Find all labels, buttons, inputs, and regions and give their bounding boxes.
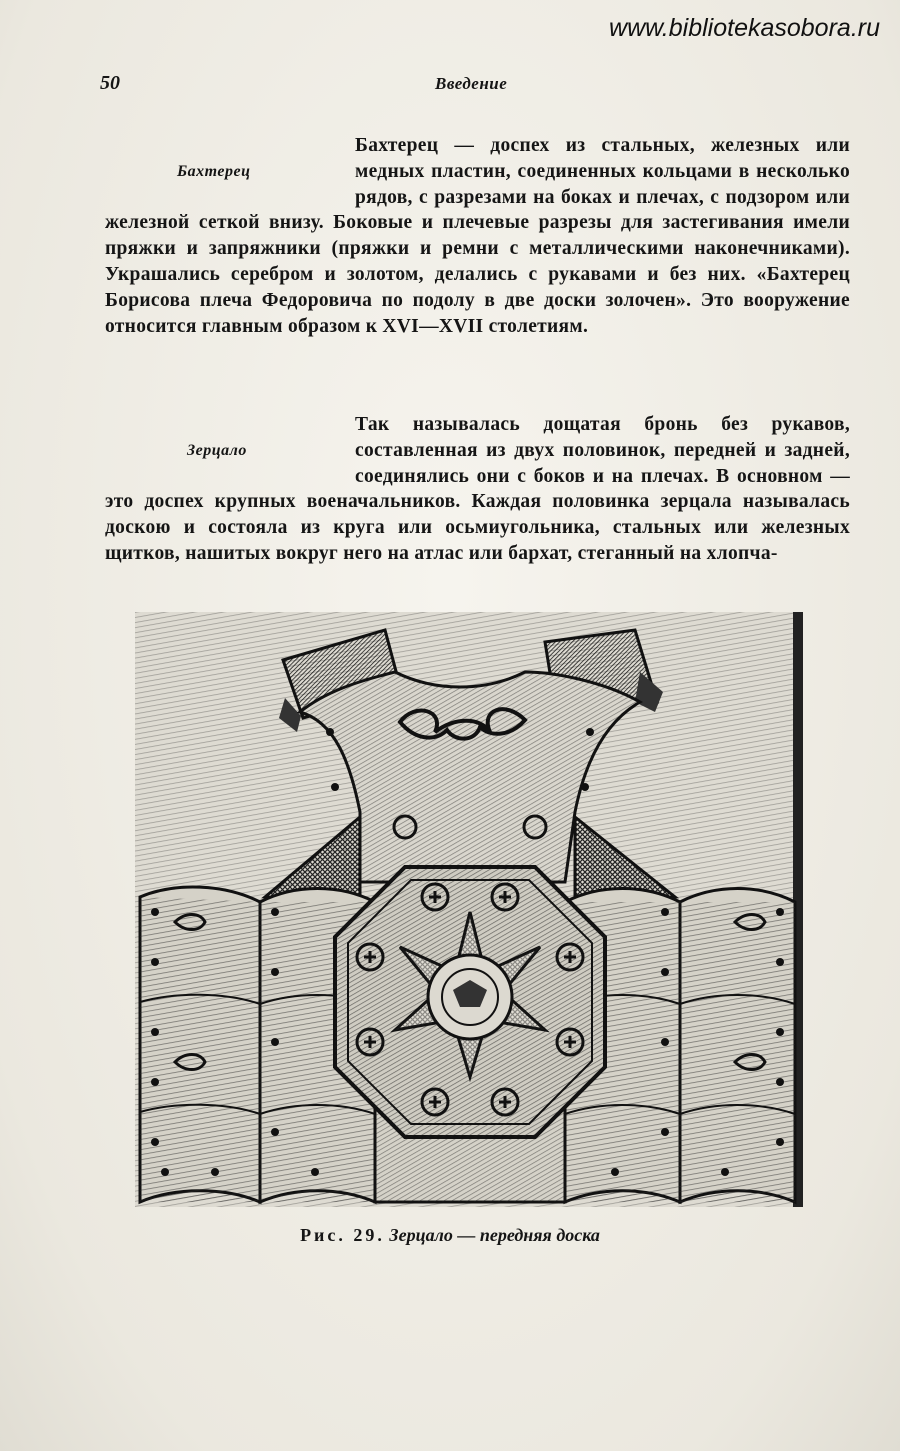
watermark: www.bibliotekasobora.ru — [609, 14, 880, 42]
section-zertsalo — [105, 412, 850, 567]
figure-caption-text: Зерцало — передняя доска — [389, 1225, 600, 1245]
paragraph-zertsalo-text: Так называлась дощатая бронь без рукавов, составленная из двух половинок, передней и задней, соединялись они с боков и на плечах. В основном — это доспех крупных военачальников. Каждая половинка зерцала называлась доскою и состояла из круга или осьмиугольника, стальных или железных щитков, нашитых вокруг него на атлас или бархат, стеганный на хлопча- — [105, 414, 850, 564]
margin-label-bakhterets: Бахтерец — [177, 163, 251, 180]
zertsalo-engraving — [135, 612, 803, 1212]
running-head-title: Введение — [435, 74, 508, 93]
section-bakhterets — [105, 133, 850, 339]
margin-label-zertsalo: Зерцало — [187, 442, 247, 459]
paragraph-zertsalo — [105, 412, 850, 567]
page-number: 50 — [100, 72, 120, 94]
figure-caption — [0, 1225, 900, 1246]
figure-caption-label: Рис. 29. — [300, 1225, 385, 1245]
figure-zertsalo — [135, 612, 803, 1212]
running-head — [100, 72, 852, 102]
central-octagon — [335, 867, 605, 1137]
paragraph-bakhterets-text: Бахтерец — доспех из стальных, железных или медных пластин, соединенных кольцами в несколько рядов, с разрезами на боках и плечах, с подзором или железной сеткой внизу. Боковые и плечевые разрезы для застегивания имели пряжки и запряжники (пряжки и ремни с металлическими наконечниками). Украшались серебром и золотом, делались с рукавами и без них. «Бахтерец Борисова плеча Федоровича по подолу в две доски золочен». Это вооружение относится главным образом к XVI—XVII столетиям. — [105, 135, 850, 337]
